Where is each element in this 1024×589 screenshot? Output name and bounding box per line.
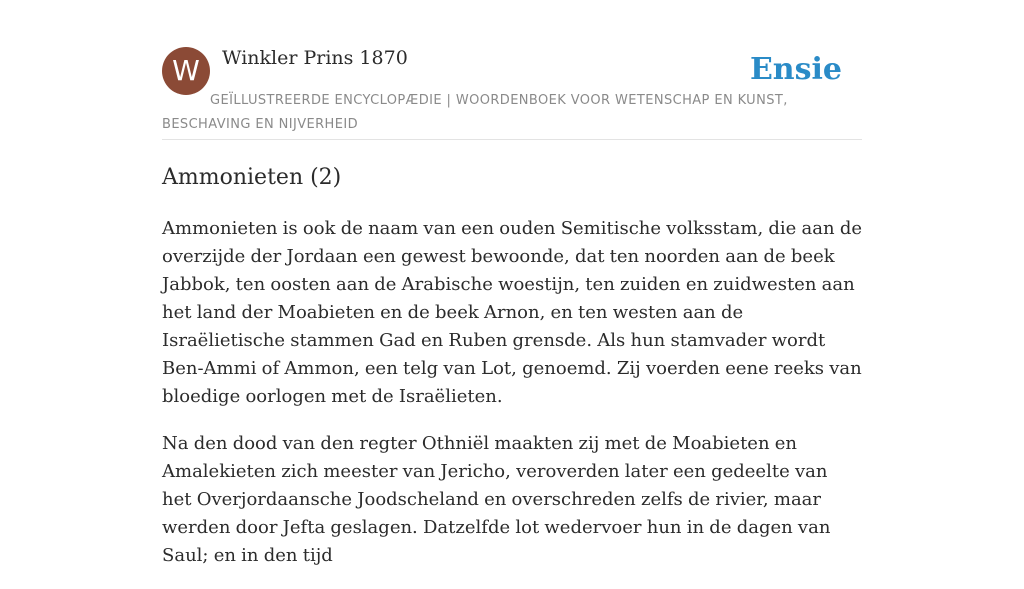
entry-page — [162, 0, 862, 566]
entry-paragraph: Na den dood van den regter Othniël maakten zij met de Moabieten en Amalekieten zich meester van Jericho, veroverden later een gedeelte van het Overjordaansche Joodscheland en overschreden zelfs de rivier, maar werden door Jefta geslagen. Datzelfde lot wedervoer hun in de dagen van Saul; en in den tijd — [162, 433, 831, 566]
source-subtitle: GEÏLLUSTREERDE ENCYCLOPÆDIE | WOORDENBOEK VOOR WETENSCHAP EN KUNST, BESCHAVING EN NIJVERHEID — [162, 93, 788, 132]
source-header — [162, 0, 862, 140]
entry-title: Ammonieten (2) — [162, 165, 342, 190]
header-divider — [162, 139, 862, 140]
source-title-link[interactable]: Winkler Prins 1870 — [222, 47, 408, 69]
ensie-logo[interactable]: Ensie — [749, 52, 842, 87]
entry-paragraph: Ammonieten is ook de naam van een ouden Semitische volksstam, die aan de overzijde der Jordaan een gewest bewoonde, dat ten noorden aan de beek Jabbok, ten oosten aan de Arabische woestijn, ten zuiden en zuidwesten aan het land der Moabieten en de beek Arnon, en ten westen aan de Israëlietische stammen Gad en Ruben grensde. Als hun stamvader wordt Ben-Ammi of Ammon, een telg van Lot, genoemd. Zij voerden eene reeks van bloedige oorlogen met de Israëlieten. — [162, 218, 862, 407]
entry-body — [162, 215, 862, 589]
source-avatar[interactable]: W — [162, 47, 210, 95]
